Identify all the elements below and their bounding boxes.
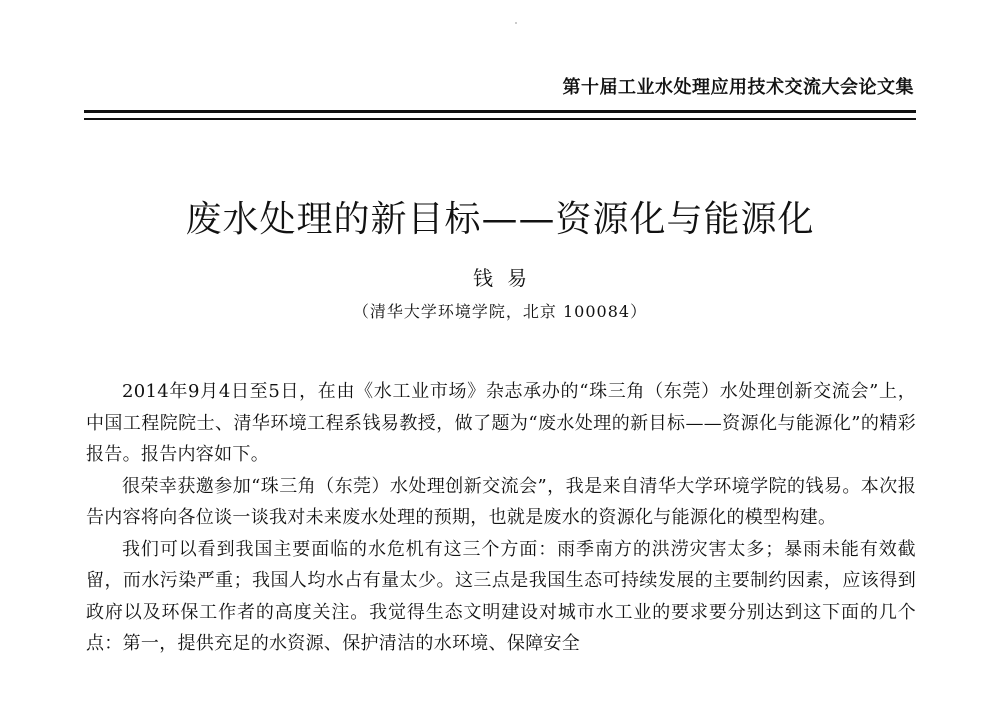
scan-speck xyxy=(515,22,517,24)
article-title: 废水处理的新目标——资源化与能源化 xyxy=(185,199,815,240)
author-name: 钱易 xyxy=(473,266,541,290)
running-header: 第十届工业水处理应用技术交流大会论文集 xyxy=(562,77,914,98)
article-body xyxy=(86,376,916,660)
body-paragraph-1: 2014年9月4日至5日，在由《水工业市场》杂志承办的“珠三角（东莞）水处理创新交流会”上，中国工程院院士、清华环境工程系钱易教授，做了题为“废水处理的新目标——资源化与能源化”的精彩报告。报告内容如下。 xyxy=(86,381,916,465)
header-rule-thick xyxy=(84,110,916,113)
body-paragraph-3: 我们可以看到我国主要面临的水危机有这三个方面：雨季南方的洪涝灾害太多；暴雨未能有效截留，而水污染严重；我国人均水占有量太少。这三点是我国生态可持续发展的主要制约因素，应该得到政府以及环保工作者的高度关注。我觉得生态文明建设对城市水工业的要求要分别达到这下面的几个点：第一，提供充足的水资源、保护清洁的水环境、保障安全 xyxy=(86,538,916,654)
author-affiliation: （清华大学环境学院，北京 100084） xyxy=(352,302,648,321)
body-paragraph-2: 很荣幸获邀参加“珠三角（东莞）水处理创新交流会”，我是来自清华大学环境学院的钱易。本次报告内容将向各位谈一谈我对未来废水处理的预期，也就是废水的资源化与能源化的模型构建。 xyxy=(86,475,916,528)
header-rule-thin xyxy=(84,118,916,120)
